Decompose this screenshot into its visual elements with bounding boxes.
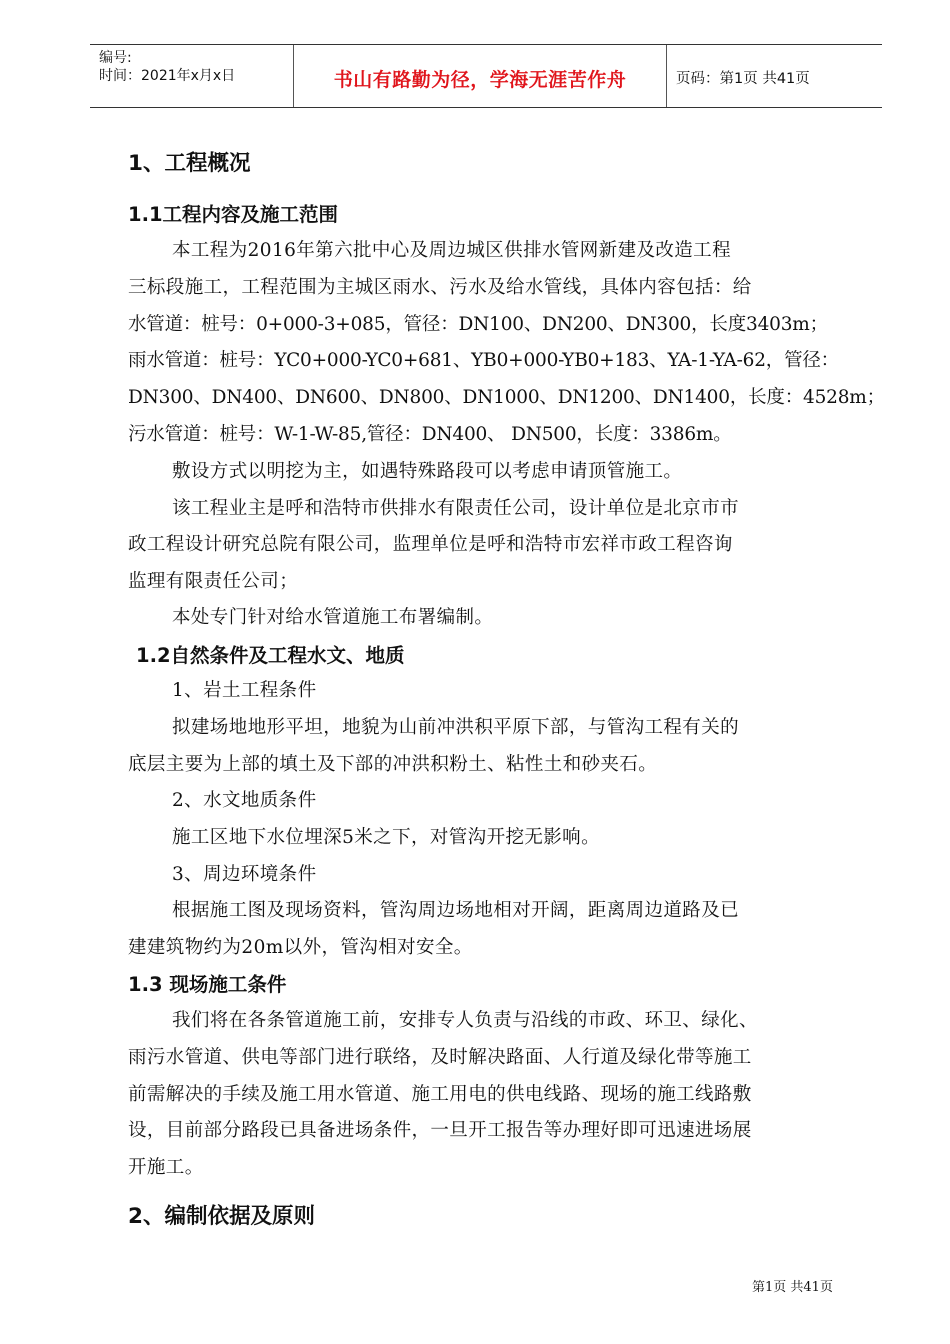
paragraph-line: 施工区地下水位埋深5米之下，对管沟开挖无影响。	[172, 827, 600, 848]
paragraph-line: 根据施工图及现场资料，管沟周边场地相对开阔，距离周边道路及已	[172, 900, 740, 921]
document-number-label: 编号:	[99, 50, 132, 66]
paragraph-line: 本处专门针对给水管道施工布署编制。	[172, 607, 494, 628]
paragraph-line: 雨污水管道、供电等部门进行联络，及时解决路面、人行道及绿化带等施工	[128, 1047, 752, 1068]
section-2-heading: 2、编制依据及原则	[128, 1204, 315, 1229]
paragraph-line: 我们将在各条管道施工前，安排专人负责与沿线的市政、环卫、绿化、	[172, 1010, 758, 1031]
subsection-label: 1、岩土工程条件	[172, 680, 317, 701]
paragraph-line: 水管道：桩号：0+000-3+085，管径：DN100、DN200、DN300，长度3403m；	[128, 314, 828, 335]
section-1-3-heading: 1.3 现场施工条件	[128, 973, 287, 996]
section-1-1-heading: 1.1工程内容及施工范围	[128, 203, 339, 226]
section-1-heading: 1、工程概况	[128, 151, 251, 176]
paragraph-line: 污水管道：桩号：W-1-W-85,管径：DN400、 DN500，长度：3386m。	[128, 424, 732, 445]
paragraph-line: 设，目前部分路段已具备进场条件，一旦开工报告等办理好即可迅速进场展	[128, 1120, 752, 1141]
paragraph-line: 本工程为2016年第六批中心及周边城区供排水管网新建及改造工程	[172, 240, 731, 261]
header-page-cell	[667, 45, 882, 107]
paragraph-line: 雨水管道：桩号：YC0+000-YC0+681、YB0+000-YB0+183、YA-1-YA-62，管径：	[128, 350, 839, 371]
section-1-2-heading: 1.2自然条件及工程水文、地质	[136, 644, 405, 667]
paragraph-line: 敷设方式以明挖为主，如遇特殊路段可以考虑申请顶管施工。	[172, 461, 683, 482]
paragraph-line: 该工程业主是呼和浩特市供排水有限责任公司，设计单位是北京市市	[172, 498, 740, 519]
subsection-label: 2、水文地质条件	[172, 790, 317, 811]
document-header	[90, 44, 882, 108]
paragraph-line: DN300、DN400、DN600、DN800、DN1000、DN1200、DN1400，长度：4528m；	[128, 387, 885, 408]
paragraph-line: 底层主要为上部的填土及下部的冲洪积粉土、粘性土和砂夹石。	[128, 754, 658, 775]
paragraph-line: 前需解决的手续及施工用水管道、施工用电的供电线路、现场的施工线路敷	[128, 1084, 752, 1105]
header-motto: 书山有路勤为径，学海无涯苦作舟	[333, 69, 627, 91]
subsection-label: 3、周边环境条件	[172, 864, 317, 885]
footer-page-number: 第1页 共41页	[752, 1280, 833, 1295]
document-time-label: 时间：2021年x月x日	[99, 68, 236, 84]
header-page-number: 页码：第1页 共41页	[676, 71, 810, 87]
header-meta-cell	[90, 45, 294, 107]
paragraph-line: 拟建场地地形平坦，地貌为山前冲洪积平原下部，与管沟工程有关的	[172, 717, 740, 738]
header-motto-cell	[294, 45, 667, 107]
paragraph-line: 政工程设计研究总院有限公司，监理单位是呼和浩特市宏祥市政工程咨询	[128, 534, 733, 555]
paragraph-line: 开施工。	[128, 1157, 204, 1178]
paragraph-line: 三标段施工，工程范围为主城区雨水、污水及给水管线，具体内容包括：给	[128, 277, 752, 298]
paragraph-line: 监理有限责任公司；	[128, 571, 299, 592]
paragraph-line: 建建筑物约为20m以外，管沟相对安全。	[128, 937, 473, 958]
